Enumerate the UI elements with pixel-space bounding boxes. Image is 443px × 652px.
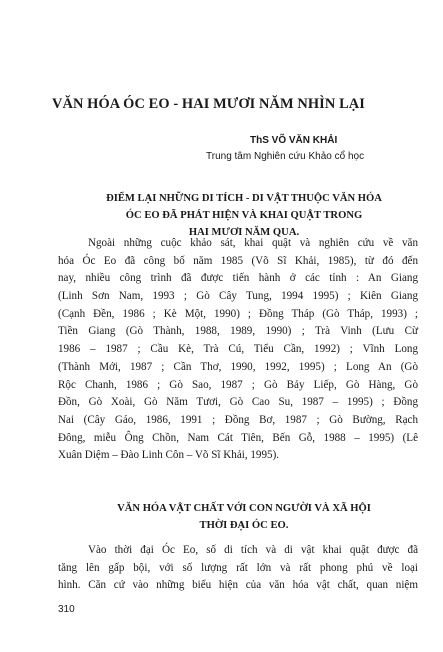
page-number: 310	[58, 604, 75, 615]
document-title: VĂN HÓA ÓC EO - HAI MƯƠI NĂM NHÌN LẠI	[52, 96, 365, 112]
paragraph-line: Tiền Giang (Gò Thành, 1988, 1989, 1990) ; Trà Vinh (Lưu Cừ	[58, 325, 418, 338]
section-heading-line: ĐIỂM LẠI NHỮNG DI TÍCH - DI VẬT THUỘC VĂN HÓA	[106, 193, 382, 204]
paragraph-line: Đông, miễu Ông Chồn, Nam Cát Tiên, Bến Gỗ, 1988 – 1995) (Lê	[58, 431, 418, 444]
section-heading-2	[84, 500, 404, 534]
paragraph-line: Xuân Diệm – Đào Linh Côn – Võ Sĩ Khải, 1995).	[58, 449, 280, 462]
paragraph-line: (Linh Sơn Nam, 1993 ; Gò Cây Tung, 1994 1995) ; Kiên Giang	[58, 290, 418, 303]
paragraph-line: (Thành Mới, 1987 ; Cần Thơ, 1990, 1992, 1995) ; Long An (Gò	[58, 360, 418, 373]
paragraph-line: (Cạnh Đền, 1986 ; Kè Một, 1990) ; Đồng Tháp (Gò Tháp, 1993) ;	[58, 307, 418, 320]
body-paragraph-2	[58, 542, 418, 595]
paragraph-line: hóa Óc Eo đã công bố năm 1985 (Võ Sĩ Khải, 1985), từ đó đến	[58, 254, 418, 267]
paragraph-line: nay, nhiều công trình đã được tiến hành ở các tỉnh : An Giang	[58, 272, 418, 285]
author-name: ThS VÕ VĂN KHẢI	[250, 135, 338, 146]
section-heading-1	[84, 190, 404, 241]
paragraph-line: Nai (Cây Gáo, 1986, 1991 ; Đồng Bơ, 1987 ; Gò Bường, Rạch	[58, 413, 418, 426]
paragraph-line: Rộc Chanh, 1986 ; Gò Sao, 1987 ; Gò Bảy Liếp, Gò Hàng, Gò	[58, 378, 418, 391]
paragraph-line: 1986 – 1987 ; Cầu Kè, Trà Cú, Tiểu Cần, 1992) ; Vĩnh Long	[58, 343, 418, 356]
paragraph-line: hình. Căn cứ vào những biểu hiện của văn hóa vật chất, quan niệm	[58, 579, 418, 592]
section-heading-line: ÓC EO ĐÃ PHÁT HIỆN VÀ KHAI QUẬT TRONG	[125, 210, 363, 221]
paragraph-line: Ngoài những cuộc khảo sát, khai quật và nghiên cứu về văn	[88, 237, 418, 249]
paragraph-line: Vào thời đại Óc Eo, số di tích và di vật khai quật được đã	[88, 544, 418, 556]
section-heading-line: HAI MƯƠI NĂM QUA.	[188, 227, 300, 238]
author-affiliation: Trung tâm Nghiên cứu Khảo cổ học	[206, 151, 365, 162]
body-paragraph-1	[58, 235, 418, 465]
paragraph-line: Đồn, Gò Xoài, Gò Năm Tươi, Gò Cao Su, 1987 – 1995) ; Đồng	[58, 396, 418, 409]
section-heading-line: THỜI ĐẠI ÓC EO.	[199, 520, 289, 531]
paragraph-line: tăng lên gấp bội, với số lượng rất lớn và rất phong phú về loại	[58, 561, 418, 574]
section-heading-line: VĂN HÓA VẬT CHẤT VỚI CON NGƯỜI VÀ XÃ HỘI	[117, 503, 371, 514]
